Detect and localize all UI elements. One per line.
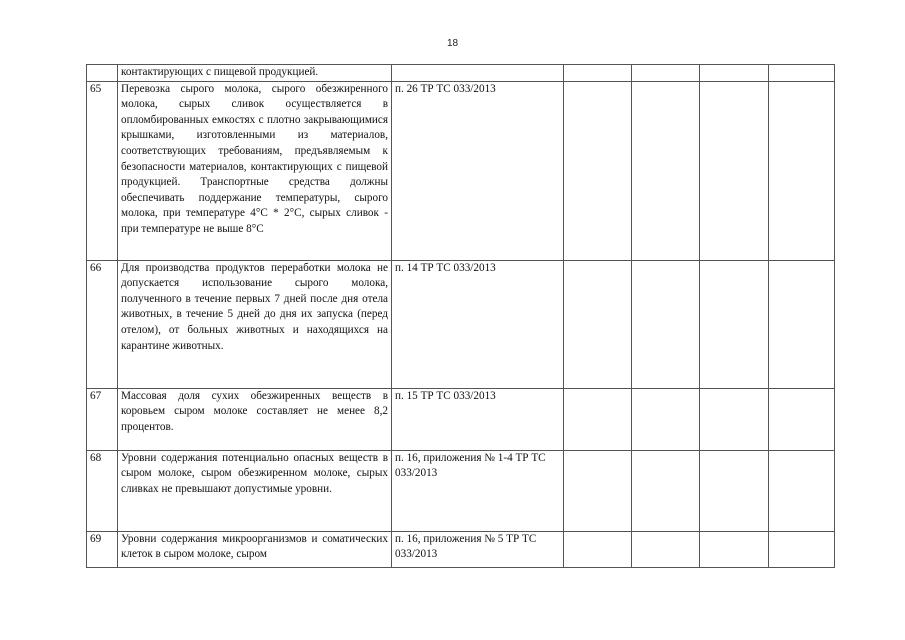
empty-cell [632,81,700,260]
page-number: 18 [446,38,459,49]
empty-cell [632,65,700,82]
empty-cell [632,260,700,388]
empty-cell [769,65,835,82]
table-row [87,388,835,450]
reference-text: п. 16, приложения № 1-4 ТР ТС 033/2013 [392,450,564,531]
requirement-text: Уровни содержания потенциально опасных веществ в сыром молоке, сыром обезжиренном молоке, сырых сливках не превышают допустимые уровни. [118,450,392,531]
empty-cell [632,531,700,567]
row-number: 68 [87,450,118,531]
requirement-text: контактирующих с пищевой продукцией. [118,65,392,82]
reference-text: п. 26 ТР ТС 033/2013 [392,81,564,260]
reference-text: п. 14 ТР ТС 033/2013 [392,260,564,388]
row-number: 67 [87,388,118,450]
empty-cell [700,388,769,450]
table-row [87,450,835,531]
table-row [87,65,835,82]
empty-cell [564,260,632,388]
empty-cell [564,450,632,531]
empty-cell [700,450,769,531]
row-number: 69 [87,531,118,567]
reference-text [392,65,564,82]
requirements-table [86,64,835,568]
empty-cell [564,65,632,82]
table-row [87,531,835,567]
empty-cell [700,81,769,260]
empty-cell [700,65,769,82]
row-number [87,65,118,82]
reference-text: п. 16, приложения № 5 ТР ТС 033/2013 [392,531,564,567]
reference-text: п. 15 ТР ТС 033/2013 [392,388,564,450]
empty-cell [564,531,632,567]
row-number: 66 [87,260,118,388]
empty-cell [769,260,835,388]
empty-cell [700,531,769,567]
empty-cell [769,81,835,260]
empty-cell [769,531,835,567]
empty-cell [769,450,835,531]
empty-cell [632,388,700,450]
requirement-text: Массовая доля сухих обезжиренных веществ в коровьем сыром молоке составляет не менее 8,2 процентов. [118,388,392,450]
empty-cell [564,81,632,260]
table-row [87,81,835,260]
requirement-text: Перевозка сырого молока, сырого обезжиренного молока, сырых сливок осуществляется в опломбированных емкостях с плотно закрывающимися крышками, изготовленными из материалов, соответствующих требованиям, предъявляемым к безопасности материалов, контактирующих с пищевой продукцией. Транспортные средства должны обеспечивать поддержание температуры, сырого молока, при температуре 4°С * 2°С, сырых сливок - при температуре не выше 8°С [118,81,392,260]
row-number: 65 [87,81,118,260]
table-row [87,260,835,388]
empty-cell [564,388,632,450]
empty-cell [769,388,835,450]
requirement-text: Уровни содержания микроорганизмов и соматических клеток в сыром молоке, сыром [118,531,392,567]
requirement-text: Для производства продуктов переработки молока не допускается использование сырого молока, полученного в течение первых 7 дней после дня отела животных, в течение 5 дней до дня их запуска (перед отелом), от больных животных и находящихся на карантине животных. [118,260,392,388]
empty-cell [632,450,700,531]
empty-cell [700,260,769,388]
